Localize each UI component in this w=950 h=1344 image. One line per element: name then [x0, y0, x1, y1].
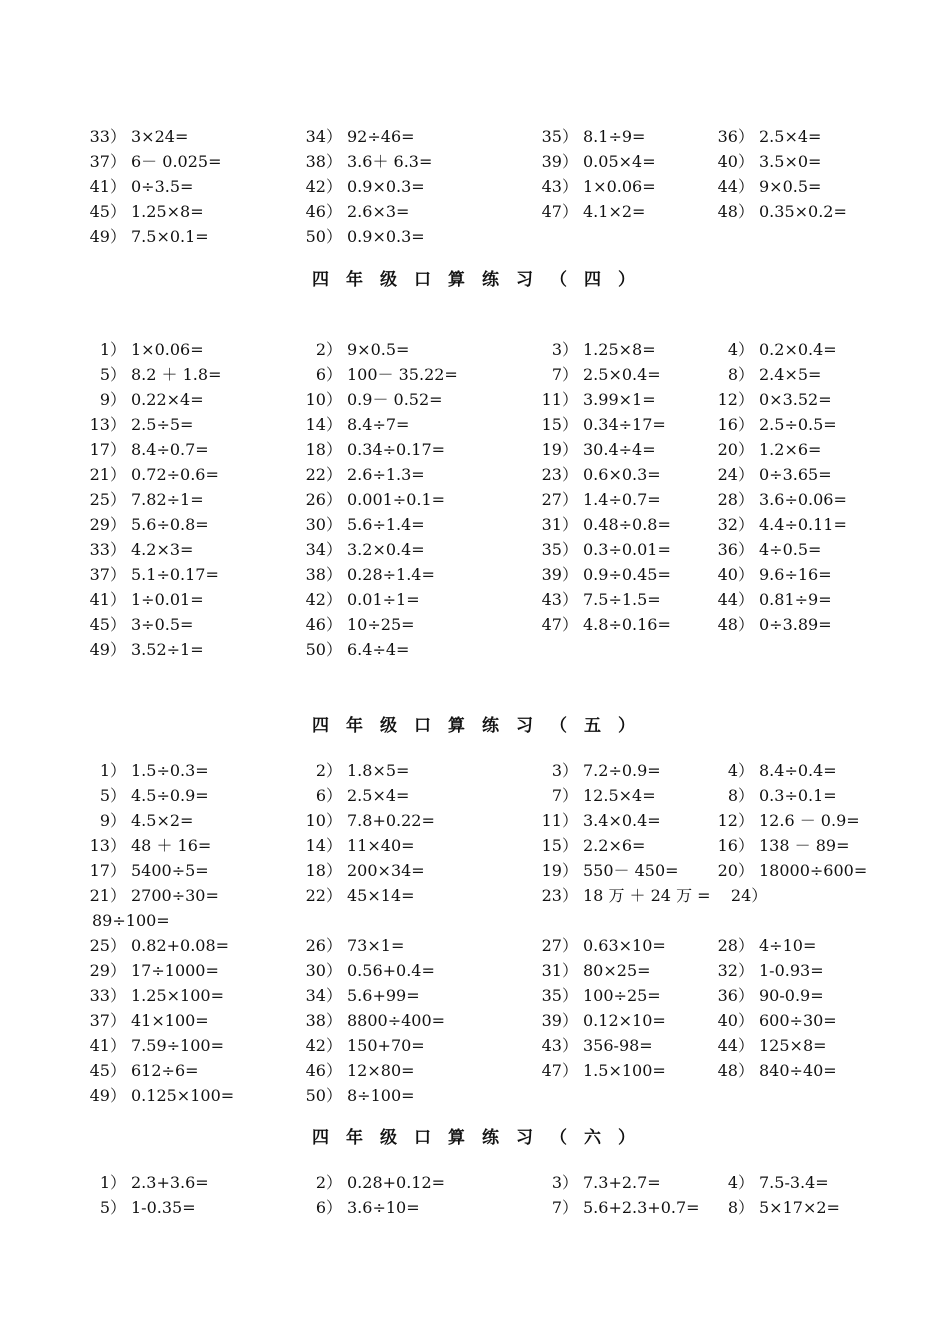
problem-expression: 0.6×0.3= — [583, 465, 661, 484]
problem-expression: 0.63×10= — [583, 936, 666, 955]
problem-row — [0, 833, 950, 858]
problem-expression: 2.5÷5= — [131, 415, 194, 434]
problem-number: 7） — [551, 1198, 578, 1217]
problem-row — [0, 437, 950, 462]
problem-number: 8） — [727, 365, 754, 384]
problem-number: 45） — [89, 202, 126, 221]
problem-number: 5） — [99, 365, 126, 384]
problem-row — [0, 337, 950, 362]
problem-number: 41） — [89, 1036, 126, 1055]
problem-row — [0, 858, 950, 883]
problem-number: 34） — [305, 540, 342, 559]
problem-expression: 150+70= — [347, 1036, 425, 1055]
problem-row — [0, 124, 950, 149]
problem-number: 15） — [541, 836, 578, 855]
problem-expression: 138 － 89= — [759, 836, 850, 855]
problem-number: 17） — [89, 861, 126, 880]
problem-expression: 2.5×4= — [759, 127, 822, 146]
problem-row — [0, 612, 950, 637]
problem-number: 45） — [89, 615, 126, 634]
problem-row — [0, 933, 950, 958]
problem-expression: 1÷0.01= — [131, 590, 204, 609]
problem-number: 32） — [717, 961, 754, 980]
problem-number: 23） — [541, 886, 578, 905]
problem-expression: 5400÷5= — [131, 861, 209, 880]
problem-number: 2） — [315, 761, 342, 780]
problem-number: 37） — [89, 1011, 126, 1030]
problem-expression: 9.6÷16= — [759, 565, 832, 584]
problem-number: 35） — [541, 540, 578, 559]
problem-number: 3） — [551, 340, 578, 359]
problem-number: 26） — [305, 490, 342, 509]
problem-number: 22） — [305, 465, 342, 484]
problem-expression: 0.2×0.4= — [759, 340, 837, 359]
problem-expression: 3×24= — [131, 127, 189, 146]
problem-number: 3） — [551, 1173, 578, 1192]
problem-expression: 0.3÷0.1= — [759, 786, 837, 805]
problem-number: 31） — [541, 515, 578, 534]
problem-number: 1） — [99, 1173, 126, 1192]
problem-expression: 6－ 0.025= — [131, 152, 222, 171]
problem-expression: 0×3.52= — [759, 390, 832, 409]
problem-expression: 2.2×6= — [583, 836, 646, 855]
problem-number: 42） — [305, 177, 342, 196]
problem-number: 36） — [717, 986, 754, 1005]
problem-expression: 0.34÷17= — [583, 415, 666, 434]
problem-expression: 0.28+0.12= — [347, 1173, 446, 1192]
problem-number: 6） — [315, 1198, 342, 1217]
problem-number: 43） — [541, 177, 578, 196]
problem-expression: 4.1×2= — [583, 202, 646, 221]
problem-number: 10） — [305, 811, 342, 830]
problem-expression: 2.5÷0.5= — [759, 415, 837, 434]
problem-number: 29） — [89, 515, 126, 534]
problem-number: 20） — [717, 861, 754, 880]
problem-row — [0, 1058, 950, 1083]
problem-row — [0, 149, 950, 174]
problem-expression: 7.8+0.22= — [347, 811, 435, 830]
problem-number: 44） — [717, 177, 754, 196]
problem-expression: 2.3+3.6= — [131, 1173, 209, 1192]
problem-expression: 8.1÷9= — [583, 127, 646, 146]
problem-expression: 3.99×1= — [583, 390, 656, 409]
problem-number: 27） — [541, 490, 578, 509]
problem-number: 49） — [89, 227, 126, 246]
problem-number: 19） — [541, 440, 578, 459]
problem-expression: 5.6÷1.4= — [347, 515, 425, 534]
problem-number: 49） — [89, 640, 126, 659]
problem-expression: 0÷3.5= — [131, 177, 194, 196]
problem-number: 38） — [305, 1011, 342, 1030]
problem-number: 2） — [315, 1173, 342, 1192]
problem-expression: 0.35×0.2= — [759, 202, 847, 221]
problem-number: 37） — [89, 565, 126, 584]
problem-expression: 600÷30= — [759, 1011, 837, 1030]
problem-expression: 4.5÷0.9= — [131, 786, 209, 805]
problem-row — [0, 783, 950, 808]
problem-number: 29） — [89, 961, 126, 980]
problem-number: 30） — [305, 515, 342, 534]
problem-expression: 7.5÷1.5= — [583, 590, 661, 609]
problem-expression: 8.4÷0.4= — [759, 761, 837, 780]
problem-expression: 9×0.5= — [347, 340, 410, 359]
problem-expression: 3.4×0.4= — [583, 811, 661, 830]
problem-number: 14） — [305, 415, 342, 434]
problem-expression: 0.9×0.3= — [347, 177, 425, 196]
problem-expression: 80×25= — [583, 961, 651, 980]
problem-expression: 3.52÷1= — [131, 640, 204, 659]
problem-expression: 8.4÷0.7= — [131, 440, 209, 459]
problem-expression: 125×8= — [759, 1036, 827, 1055]
problem-expression: 550－ 450= — [583, 861, 679, 880]
problem-expression: 200×34= — [347, 861, 425, 880]
problem-number: 11） — [541, 811, 578, 830]
problem-number: 12） — [717, 811, 754, 830]
problem-expression: 8800÷400= — [347, 1011, 446, 1030]
problem-number: 4） — [727, 1173, 754, 1192]
problem-expression: 41×100= — [131, 1011, 209, 1030]
problem-expression: 6.4÷4= — [347, 640, 410, 659]
problem-expression: 12×80= — [347, 1061, 415, 1080]
problem-number: 16） — [717, 415, 754, 434]
problem-expression: 5×17×2= — [759, 1198, 840, 1217]
problem-number: 14） — [305, 836, 342, 855]
problem-number: 4） — [727, 761, 754, 780]
problem-row — [0, 174, 950, 199]
problem-number: 1） — [99, 340, 126, 359]
problem-expression: 1.25×8= — [583, 340, 656, 359]
problem-number: 50） — [305, 640, 342, 659]
problem-row — [0, 362, 950, 387]
problem-number: 5） — [99, 786, 126, 805]
problem-expression: 8.2 ＋ 1.8= — [131, 365, 222, 384]
problem-number: 13） — [89, 415, 126, 434]
problem-number: 31） — [541, 961, 578, 980]
problem-number: 47） — [541, 1061, 578, 1080]
problem-number: 18） — [305, 440, 342, 459]
problem-number: 13） — [89, 836, 126, 855]
problem-expression: 7.2÷0.9= — [583, 761, 661, 780]
problem-row — [0, 1033, 950, 1058]
title-6: 四年级口算练习（六） — [312, 1128, 652, 1148]
problem-row — [0, 412, 950, 437]
problem-row — [0, 1195, 950, 1220]
problem-number: 1） — [99, 761, 126, 780]
problem-number: 10） — [305, 390, 342, 409]
problem-expression: 8.4÷7= — [347, 415, 410, 434]
problem-number: 40） — [717, 565, 754, 584]
problem-expression: 18 万 ＋ 24 万 = 24） — [583, 886, 768, 905]
problem-number: 39） — [541, 152, 578, 171]
problem-row — [0, 224, 950, 249]
problem-number: 46） — [305, 1061, 342, 1080]
problem-number: 43） — [541, 590, 578, 609]
problem-expression: 0.125×100= — [131, 1086, 235, 1105]
problem-expression: 8÷100= — [347, 1086, 415, 1105]
problem-number: 16） — [717, 836, 754, 855]
problem-row — [0, 537, 950, 562]
problem-row — [0, 1083, 950, 1108]
problem-expression: 612÷6= — [131, 1061, 199, 1080]
problem-number: 15） — [541, 415, 578, 434]
problem-number: 9） — [99, 390, 126, 409]
problem-number: 34） — [305, 986, 342, 1005]
problem-expression: 17÷1000= — [131, 961, 219, 980]
problem-expression: 1-0.35= — [131, 1198, 196, 1217]
problem-row — [0, 199, 950, 224]
problem-expression: 45×14= — [347, 886, 415, 905]
problem-row — [0, 462, 950, 487]
problem-expression: 4÷0.5= — [759, 540, 822, 559]
problem-expression: 0.28÷1.4= — [347, 565, 435, 584]
problem-number: 48） — [717, 202, 754, 221]
problem-expression: 5.6÷0.8= — [131, 515, 209, 534]
problem-expression: 1.25×100= — [131, 986, 224, 1005]
problem-number: 21） — [89, 465, 126, 484]
problem-number: 37） — [89, 152, 126, 171]
problem-expression: 3.6÷10= — [347, 1198, 420, 1217]
problem-expression: 9×0.5= — [759, 177, 822, 196]
problem-expression: 0.3÷0.01= — [583, 540, 671, 559]
problem-row — [0, 758, 950, 783]
problem-number: 21） — [89, 886, 126, 905]
problem-expression: 3.6＋ 6.3= — [347, 152, 433, 171]
problem-expression: 0.81÷9= — [759, 590, 832, 609]
problem-row — [0, 1170, 950, 1195]
problem-number: 35） — [541, 127, 578, 146]
problem-row — [0, 387, 950, 412]
problem-number: 19） — [541, 861, 578, 880]
problem-number: 30） — [305, 961, 342, 980]
problem-expression: 2.6×3= — [347, 202, 410, 221]
problem-number: 7） — [551, 786, 578, 805]
problem-row — [0, 808, 950, 833]
problem-expression: 48 ＋ 16= — [131, 836, 212, 855]
problem-row — [0, 908, 950, 933]
problem-expression: 5.6+2.3+0.7= — [583, 1198, 700, 1217]
problem-expression: 4.5×2= — [131, 811, 194, 830]
problem-expression: 0.56+0.4= — [347, 961, 435, 980]
problem-expression: 1.5×100= — [583, 1061, 666, 1080]
problem-number: 17） — [89, 440, 126, 459]
problem-expression: 7.82÷1= — [131, 490, 204, 509]
problem-number: 34） — [305, 127, 342, 146]
problem-expression: 840÷40= — [759, 1061, 837, 1080]
problem-number: 3） — [551, 761, 578, 780]
problem-expression: 0÷3.89= — [759, 615, 832, 634]
problem-expression: 90-0.9= — [759, 986, 824, 1005]
problem-expression: 89÷100= — [92, 911, 170, 930]
problem-expression: 7.5×0.1= — [131, 227, 209, 246]
problem-number: 5） — [99, 1198, 126, 1217]
problem-row — [0, 637, 950, 662]
problem-expression: 2.6÷1.3= — [347, 465, 425, 484]
problem-number: 35） — [541, 986, 578, 1005]
problem-expression: 7.59÷100= — [131, 1036, 224, 1055]
problem-number: 27） — [541, 936, 578, 955]
problem-number: 12） — [717, 390, 754, 409]
problem-expression: 1×0.06= — [131, 340, 204, 359]
problem-expression: 0.9－ 0.52= — [347, 390, 443, 409]
problem-number: 2） — [315, 340, 342, 359]
problem-expression: 1×0.06= — [583, 177, 656, 196]
problem-number: 9） — [99, 811, 126, 830]
problem-expression: 2700÷30= — [131, 886, 219, 905]
problem-expression: 356-98= — [583, 1036, 653, 1055]
problem-expression: 4.2×3= — [131, 540, 194, 559]
problem-number: 32） — [717, 515, 754, 534]
problem-number: 41） — [89, 177, 126, 196]
problem-number: 33） — [89, 127, 126, 146]
problem-number: 40） — [717, 1011, 754, 1030]
problem-expression: 0.01÷1= — [347, 590, 420, 609]
problem-number: 25） — [89, 936, 126, 955]
problem-number: 6） — [315, 365, 342, 384]
problem-expression: 2.5×4= — [347, 786, 410, 805]
problem-number: 44） — [717, 590, 754, 609]
problem-expression: 12.6 － 0.9= — [759, 811, 860, 830]
problem-expression: 2.5×0.4= — [583, 365, 661, 384]
problem-expression: 1.8×5= — [347, 761, 410, 780]
problem-number: 49） — [89, 1086, 126, 1105]
problem-number: 18） — [305, 861, 342, 880]
problem-expression: 3.2×0.4= — [347, 540, 425, 559]
problem-expression: 4.8÷0.16= — [583, 615, 671, 634]
problem-number: 33） — [89, 540, 126, 559]
problem-number: 11） — [541, 390, 578, 409]
problem-expression: 1.4÷0.7= — [583, 490, 661, 509]
problem-expression: 30.4÷4= — [583, 440, 656, 459]
problem-expression: 5.6+99= — [347, 986, 420, 1005]
problem-expression: 1-0.93= — [759, 961, 824, 980]
problem-number: 8） — [727, 786, 754, 805]
problem-expression: 4÷10= — [759, 936, 817, 955]
problem-expression: 1.25×8= — [131, 202, 204, 221]
problem-expression: 0.001÷0.1= — [347, 490, 446, 509]
problem-number: 28） — [717, 490, 754, 509]
problem-expression: 100－ 35.22= — [347, 365, 458, 384]
problem-number: 42） — [305, 1036, 342, 1055]
problem-expression: 0.9×0.3= — [347, 227, 425, 246]
problem-expression: 0.34÷0.17= — [347, 440, 446, 459]
problem-number: 36） — [717, 127, 754, 146]
problem-number: 25） — [89, 490, 126, 509]
problem-expression: 0÷3.65= — [759, 465, 832, 484]
problem-expression: 0.9÷0.45= — [583, 565, 671, 584]
problem-expression: 0.12×10= — [583, 1011, 666, 1030]
problem-number: 43） — [541, 1036, 578, 1055]
problem-number: 8） — [727, 1198, 754, 1217]
problem-number: 7） — [551, 365, 578, 384]
problem-row — [0, 487, 950, 512]
problem-expression: 12.5×4= — [583, 786, 656, 805]
problem-number: 24） — [717, 465, 754, 484]
problem-expression: 0.05×4= — [583, 152, 656, 171]
problem-expression: 2.4×5= — [759, 365, 822, 384]
problem-expression: 3.6÷0.06= — [759, 490, 847, 509]
problem-number: 36） — [717, 540, 754, 559]
problem-number: 40） — [717, 152, 754, 171]
problem-expression: 0.48÷0.8= — [583, 515, 671, 534]
problem-number: 4） — [727, 340, 754, 359]
problem-expression: 0.22×4= — [131, 390, 204, 409]
problem-expression: 7.5-3.4= — [759, 1173, 829, 1192]
problem-row — [0, 1008, 950, 1033]
problem-expression: 0.82+0.08= — [131, 936, 230, 955]
problem-expression: 92÷46= — [347, 127, 415, 146]
problem-number: 46） — [305, 615, 342, 634]
problem-expression: 11×40= — [347, 836, 415, 855]
problem-expression: 7.3+2.7= — [583, 1173, 661, 1192]
problem-expression: 3.5×0= — [759, 152, 822, 171]
problem-number: 42） — [305, 590, 342, 609]
title-5: 四年级口算练习（五） — [312, 716, 652, 736]
problem-number: 38） — [305, 152, 342, 171]
problem-row — [0, 562, 950, 587]
problem-number: 44） — [717, 1036, 754, 1055]
problem-expression: 73×1= — [347, 936, 405, 955]
problem-number: 50） — [305, 1086, 342, 1105]
problem-number: 39） — [541, 1011, 578, 1030]
problem-number: 20） — [717, 440, 754, 459]
problem-row — [0, 587, 950, 612]
problem-number: 33） — [89, 986, 126, 1005]
problem-row — [0, 958, 950, 983]
problem-number: 6） — [315, 786, 342, 805]
problem-row — [0, 512, 950, 537]
problem-number: 22） — [305, 886, 342, 905]
problem-row — [0, 883, 950, 908]
problem-number: 45） — [89, 1061, 126, 1080]
problem-number: 47） — [541, 615, 578, 634]
problem-expression: 1.5÷0.3= — [131, 761, 209, 780]
problem-number: 41） — [89, 590, 126, 609]
problem-number: 46） — [305, 202, 342, 221]
problem-expression: 10÷25= — [347, 615, 415, 634]
problem-expression: 18000÷600= — [759, 861, 868, 880]
problem-number: 48） — [717, 615, 754, 634]
problem-row — [0, 983, 950, 1008]
problem-number: 28） — [717, 936, 754, 955]
problem-expression: 5.1÷0.17= — [131, 565, 219, 584]
problem-number: 50） — [305, 227, 342, 246]
problem-number: 23） — [541, 465, 578, 484]
problem-number: 39） — [541, 565, 578, 584]
problem-number: 48） — [717, 1061, 754, 1080]
problem-number: 38） — [305, 565, 342, 584]
problem-expression: 4.4÷0.11= — [759, 515, 847, 534]
problem-expression: 100÷25= — [583, 986, 661, 1005]
problem-number: 47） — [541, 202, 578, 221]
problem-expression: 1.2×6= — [759, 440, 822, 459]
problem-expression: 0.72÷0.6= — [131, 465, 219, 484]
problem-expression: 3÷0.5= — [131, 615, 194, 634]
problem-number: 26） — [305, 936, 342, 955]
title-4: 四年级口算练习（四） — [312, 270, 652, 290]
